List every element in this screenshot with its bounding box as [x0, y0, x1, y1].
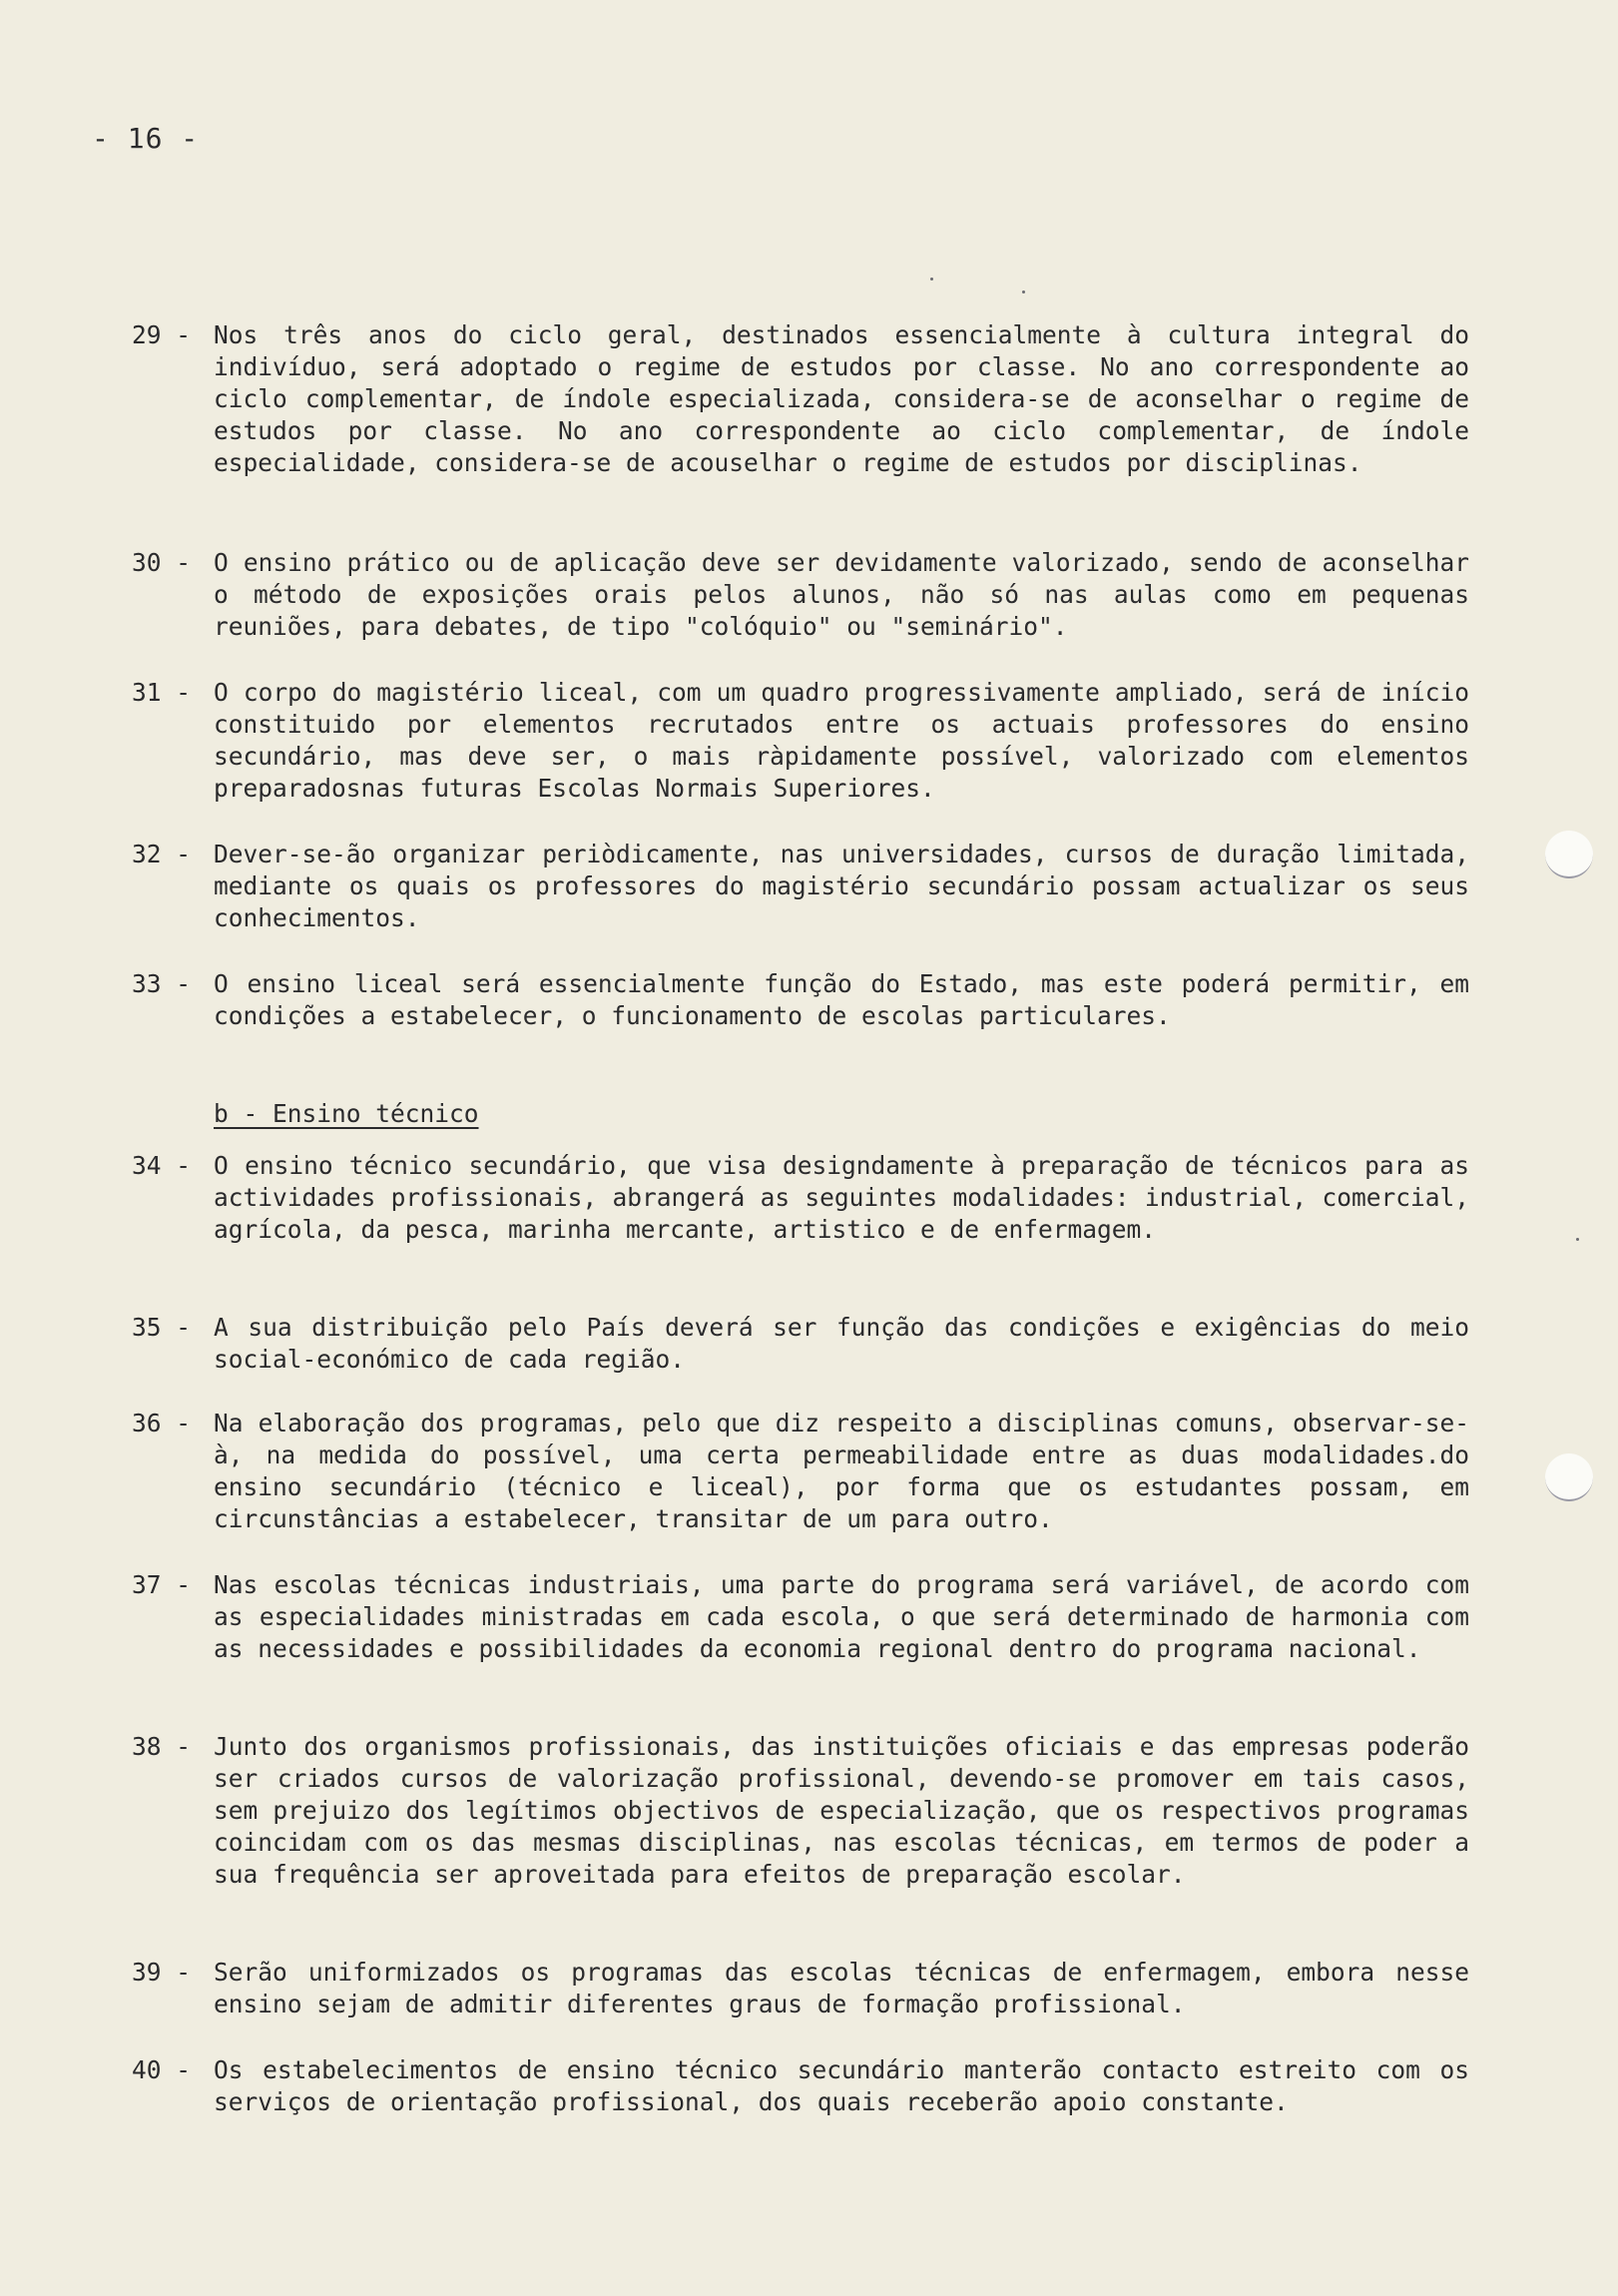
paragraph-text: Nas escolas técnicas industriais, uma parte do programa será variável, de acordo com as especialidades ministradas em cada escola, o que será determinado de harmonia com as necessidades e possibilidades da economia regional dentro do programa nacional.	[214, 1570, 1469, 1663]
paragraph-number: 33 -	[132, 969, 192, 998]
paragraph-37	[132, 1569, 1469, 1665]
paragraph-32	[132, 839, 1469, 934]
paragraph-text: A sua distribuição pelo País deverá ser função das condições e exigências do meio social-económico de cada região.	[214, 1313, 1469, 1374]
paragraph-number: 40 -	[132, 2055, 192, 2084]
paragraph-text: O corpo do magistério liceal, com um quadro progressivamente ampliado, será de início constituido por elementos recrutados entre os actuais professores do ensino secundário, mas deve ser, o mais ràpidamente possível, valorizado com elementos preparadosnas futuras Escolas Normais Superiores.	[214, 678, 1469, 803]
paragraph-text: O ensino técnico secundário, que visa designdamente à preparação de técnicos para as actividades profissionais, abrangerá as seguintes modalidades: industrial, comercial, agrícola, da pesca, marinha mercante, artistico e de enfermagem.	[214, 1151, 1469, 1244]
punch-hole	[1545, 831, 1593, 878]
section-heading: b - Ensino técnico	[214, 1099, 479, 1128]
paragraph-number: 29 -	[132, 320, 192, 349]
paragraph-number: 31 -	[132, 678, 192, 707]
paragraph-number: 35 -	[132, 1313, 192, 1342]
paragraph-29	[132, 319, 1469, 479]
paragraph-40	[132, 2054, 1469, 2118]
paragraph-number: 36 -	[132, 1409, 192, 1437]
paragraph-text: O ensino liceal será essencialmente função do Estado, mas este poderá permitir, em condições a estabelecer, o funcionamento de escolas particulares.	[214, 969, 1469, 1030]
paragraph-text: Os estabelecimentos de ensino técnico secundário manterão contacto estreito com os serviços de orientação profissional, dos quais receberão apoio constante.	[214, 2055, 1469, 2116]
page-number: - 16 -	[92, 122, 200, 155]
paper-speck	[1022, 290, 1025, 293]
paragraph-33	[132, 968, 1469, 1032]
paragraph-text: O ensino prático ou de aplicação deve ser devidamente valorizado, sendo de aconselhar o método de exposições orais pelos alunos, não só nas aulas como em pequenas reuniões, para debates, de tipo "colóquio" ou "seminário".	[214, 548, 1469, 641]
paragraph-38	[132, 1731, 1469, 1891]
paragraph-number: 37 -	[132, 1570, 192, 1599]
paragraph-text: Dever-se-ão organizar periòdicamente, nas universidades, cursos de duração limitada, mediante os quais os professores do magistério secundário possam actualizar os seus conhecimentos.	[214, 840, 1469, 932]
paragraph-34	[132, 1150, 1469, 1246]
paragraph-number: 32 -	[132, 840, 192, 868]
paragraph-text: Nos três anos do ciclo geral, destinados essencialmente à cultura integral do indivíduo, será adoptado o regime de estudos por classe. No ano correspondente ao ciclo complementar, de índole especializada, considera-se de aconselhar o regime de estudos por classe. No ano correspondente ao ciclo complementar, de índole especialidade, considera-se de acouselhar o regime de estudos por disciplinas.	[214, 320, 1469, 477]
paragraph-number: 39 -	[132, 1958, 192, 1987]
paper-speck	[930, 278, 933, 281]
paper-speck	[1576, 1238, 1579, 1241]
paragraph-number: 38 -	[132, 1732, 192, 1761]
paragraph-39	[132, 1957, 1469, 2020]
punch-hole	[1545, 1453, 1593, 1501]
paragraph-number: 30 -	[132, 548, 192, 577]
paragraph-31	[132, 677, 1469, 805]
paragraph-36	[132, 1408, 1469, 1535]
paragraph-text: Junto dos organismos profissionais, das instituições oficiais e das empresas poderão ser criados cursos de valorização profissional, devendo-se promover em tais casos, sem prejuizo dos legítimos objectivos de especialização, que os respectivos programas coincidam com os das mesmas disciplinas, nas escolas técnicas, em termos de poder a sua frequência ser aproveitada para efeitos de preparação escolar.	[214, 1732, 1469, 1889]
paragraph-number: 34 -	[132, 1151, 192, 1180]
paragraph-35	[132, 1312, 1469, 1376]
paragraph-text: Serão uniformizados os programas das escolas técnicas de enfermagem, embora nesse ensino sejam de admitir diferentes graus de formação profissional.	[214, 1958, 1469, 2018]
paragraph-text: Na elaboração dos programas, pelo que diz respeito a disciplinas comuns, observar-se-à, na medida do possível, uma certa permeabilidade entre as duas modalidades.do ensino secundário (técnico e liceal), por forma que os estudantes possam, em circunstâncias a estabelecer, transitar de um para outro.	[214, 1409, 1469, 1533]
paragraph-30	[132, 547, 1469, 643]
